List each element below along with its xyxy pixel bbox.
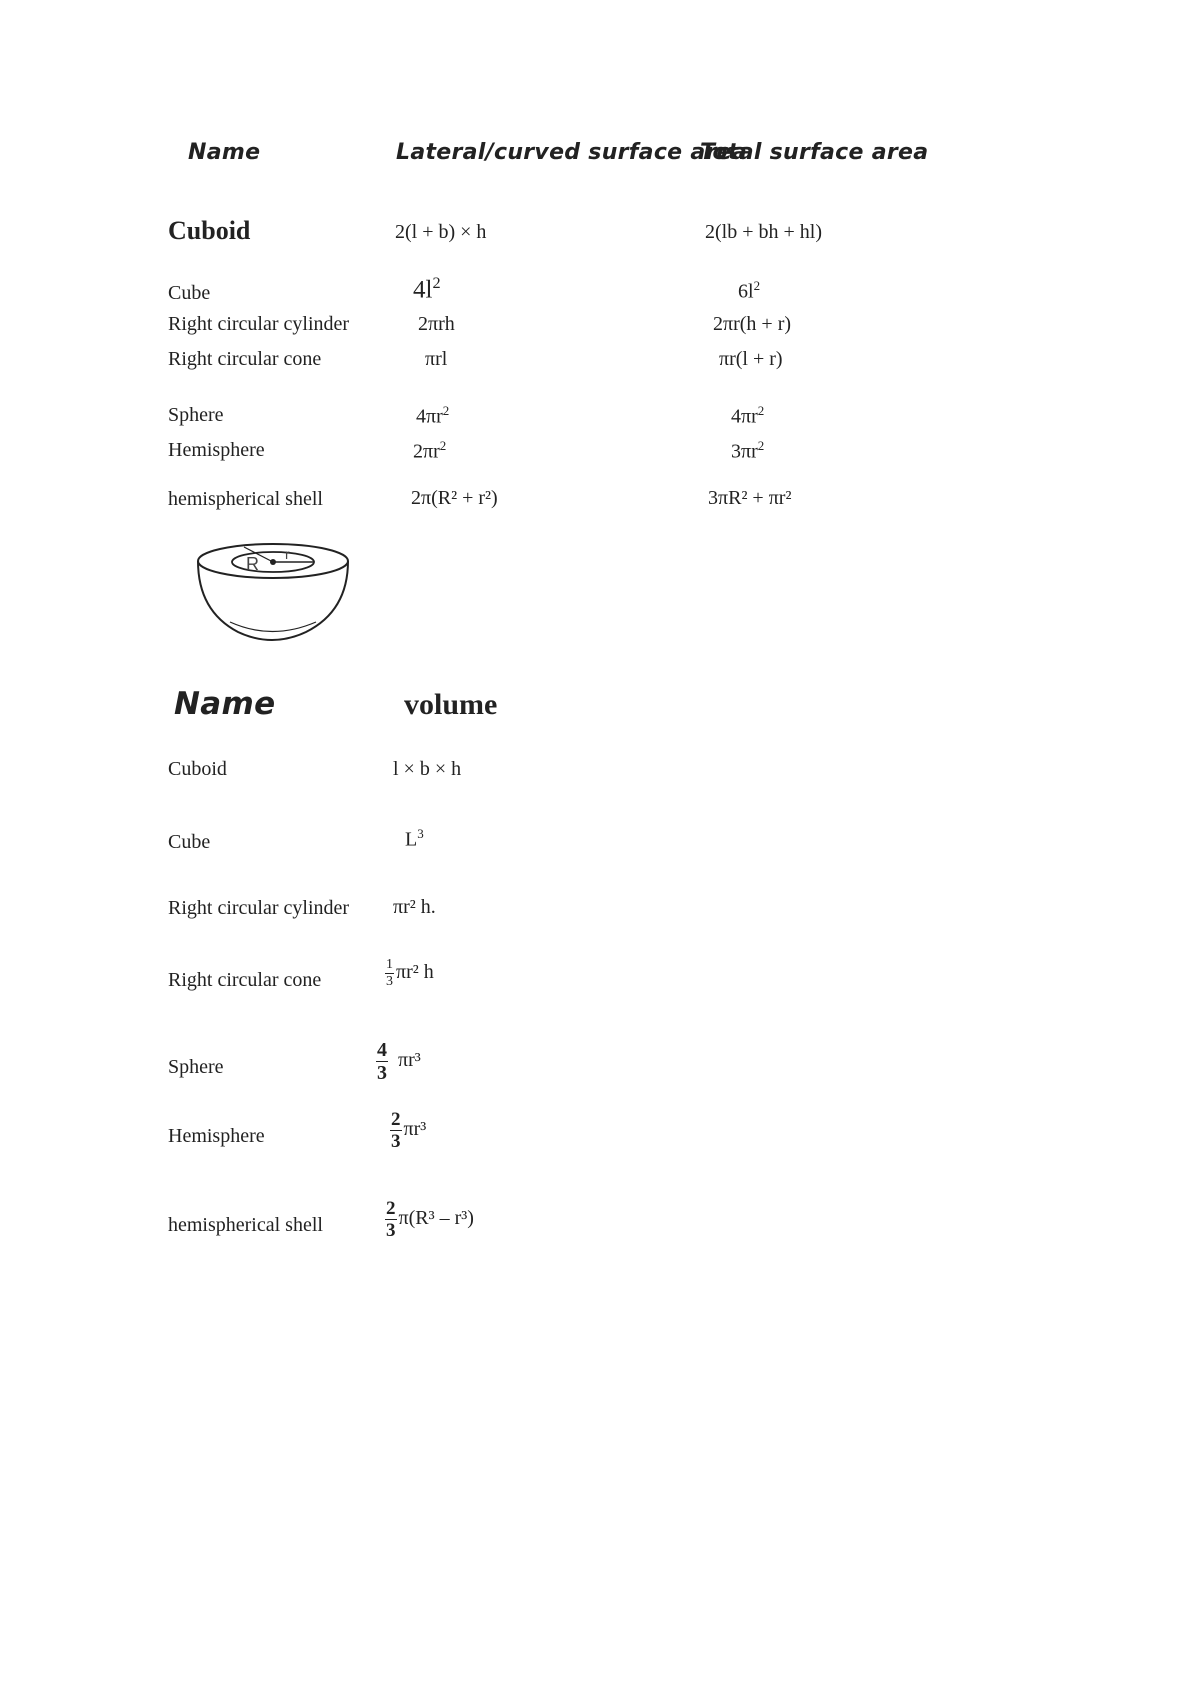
surface-header-name: Name	[188, 140, 261, 165]
surface-row-cuboid-name: Cuboid	[168, 216, 251, 245]
volume-row-hemisphere-formula: $\frac{2}{3}$ πr³	[391, 1109, 427, 1152]
surface-row-cylinder-name: Right circular cylinder	[168, 313, 350, 335]
surface-row-sphere-name: Sphere	[168, 404, 224, 426]
surface-row-cylinder-lateral: 2πrh	[418, 313, 455, 335]
surface-header-lateral: Lateral/curved surface area	[396, 140, 748, 165]
surface-row-shell-lateral: 2π(R² + r²)	[411, 487, 498, 509]
volume-row-hemisphere-fraction: $\frac{2}{3}$	[391, 1109, 401, 1152]
surface-row-cone-total: πr(l + r)	[719, 348, 783, 370]
volume-row-sphere-name: Sphere	[168, 1056, 224, 1078]
volume-row-cube-name: Cube	[168, 831, 211, 853]
surface-row-cube-lateral: $4l^2$	[413, 274, 441, 304]
volume-row-shell-formula: $\frac{2}{3}$ π(R³ – r³)	[386, 1198, 474, 1241]
volume-row-cylinder-formula: πr² h.	[393, 896, 436, 918]
surface-row-cuboid-lateral: 2(l + b) × h	[395, 221, 487, 243]
volume-row-cone-name: Right circular cone	[168, 969, 322, 991]
volume-row-cone-formula: $\frac{1}{3}$ πr² h	[386, 957, 434, 989]
surface-row-cube-total: $6l^2$	[738, 278, 761, 303]
volume-row-cuboid-name: Cuboid	[168, 758, 227, 780]
surface-row-shell-total: 3πR² + πr²	[708, 487, 792, 509]
hemispherical-shell-diagram	[190, 535, 362, 653]
surface-row-hemisphere-lateral: $2\pi r^2$	[413, 438, 447, 463]
volume-row-shell-fraction: $\frac{2}{3}$	[386, 1198, 396, 1241]
volume-row-shell-name: hemispherical shell	[168, 1214, 323, 1236]
surface-row-cone-name: Right circular cone	[168, 348, 322, 370]
surface-row-hemisphere-total: $3\pi r^2$	[731, 438, 765, 463]
surface-row-cuboid-total: 2(lb + bh + hl)	[705, 221, 822, 243]
volume-header-volume: volume	[404, 688, 498, 721]
diagram-label-outer-radius: R	[246, 554, 259, 574]
volume-row-cube-formula: $L^3$	[405, 826, 424, 851]
volume-row-sphere-fraction: $\frac{4}{3}$	[377, 1039, 387, 1084]
surface-row-cylinder-total: 2πr(h + r)	[713, 313, 792, 335]
volume-row-cylinder-name: Right circular cylinder	[168, 897, 350, 919]
surface-row-hemisphere-name: Hemisphere	[168, 439, 265, 461]
volume-row-sphere-formula: $\frac{4}{3}$ πr³	[377, 1039, 421, 1084]
surface-row-sphere-lateral: $4\pi r^2$	[416, 403, 450, 428]
volume-row-cone-fraction: $\frac{1}{3}$	[386, 957, 393, 989]
surface-row-sphere-total: $4\pi r^2$	[731, 403, 765, 428]
surface-row-cube-name: Cube	[168, 282, 211, 304]
volume-header-name: Name	[174, 686, 276, 722]
surface-row-cone-lateral: πrl	[425, 348, 448, 370]
surface-header-total: Total surface area	[700, 140, 929, 165]
diagram-label-inner-radius: r	[285, 546, 290, 562]
volume-row-cuboid-formula: l × b × h	[393, 758, 462, 780]
surface-row-shell-name: hemispherical shell	[168, 488, 323, 510]
volume-row-hemisphere-name: Hemisphere	[168, 1125, 265, 1147]
